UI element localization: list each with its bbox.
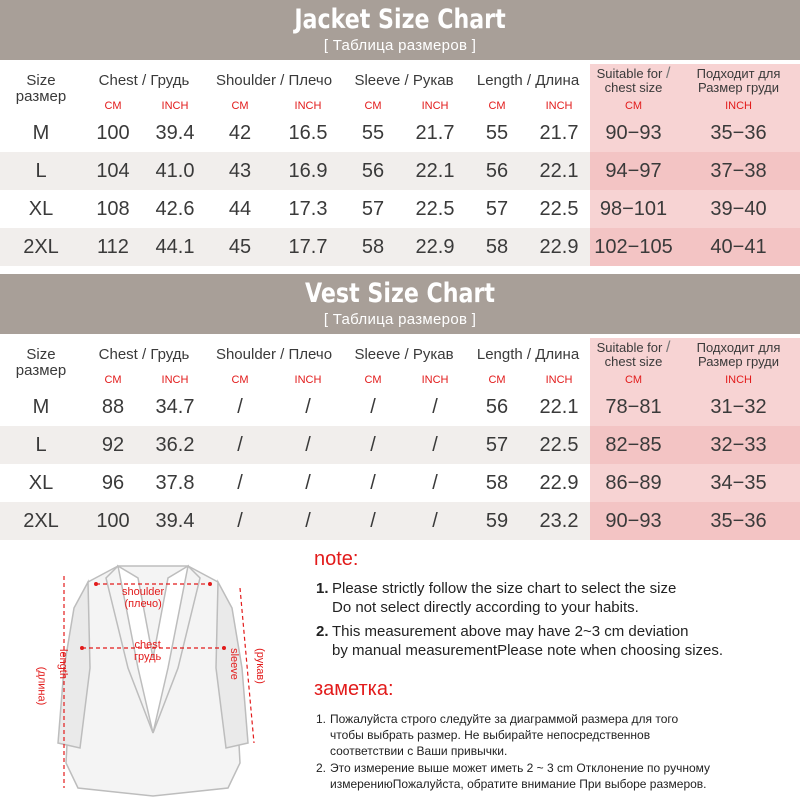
cell-size: 2XL [0, 228, 82, 266]
cell-chest-in: 39.4 [155, 121, 195, 144]
cell-shoulder-cm: / [206, 502, 274, 540]
unit-cm: CM [104, 100, 122, 112]
unit-inch: INCH [677, 372, 800, 388]
cell-length-in: 22.9 [528, 228, 590, 266]
cell-shoulder-in: 17.3 [288, 197, 328, 220]
cell-size: 2XL [0, 502, 82, 540]
cell-sleeve-in: 22.1 [404, 152, 466, 190]
cell-chest-cm: 96 [101, 471, 125, 494]
cell-shoulder-cm: 45 [206, 228, 274, 266]
cell-sleeve-in: 22.9 [404, 228, 466, 266]
cell-size: M [32, 121, 50, 144]
cell-shoulder-cm: 44 [228, 197, 252, 220]
cell-sleeve-in: 22.5 [415, 197, 455, 220]
chest-header: Chest / Грудь [98, 72, 190, 89]
cell-shoulder-in: 17.7 [274, 228, 342, 266]
unit-cm: CM [590, 98, 677, 114]
cell-fit-in: 35−36 [677, 114, 800, 152]
suitable-header: Suitable for / chest size [590, 64, 677, 98]
cell-fit-cm: 102−105 [590, 228, 677, 266]
cell-shoulder-in: / [305, 471, 311, 494]
note-title: note: [314, 548, 359, 570]
cell-size: XL [28, 197, 54, 220]
cell-fit-in: 40−41 [677, 228, 800, 266]
cell-fit-cm: 98−101 [590, 190, 677, 228]
cell-sleeve-cm: / [370, 471, 376, 494]
cell-chest-cm: 88 [101, 395, 125, 418]
cell-chest-in: 37.8 [155, 471, 195, 494]
shoulder-header: Shoulder / Плечо [215, 346, 333, 363]
size-header: Size размер [15, 72, 67, 105]
cell-fit-cm: 78−81 [590, 388, 677, 426]
cell-length-cm: 59 [466, 502, 528, 540]
cell-sleeve-cm: / [370, 395, 376, 418]
cell-length-cm: 56 [485, 395, 509, 418]
cell-chest-in: 42.6 [155, 197, 195, 220]
shoulder-label: shoulder (плечо) [122, 586, 165, 610]
table-row [0, 190, 800, 228]
suitable-header: Suitable for / chest size [590, 338, 677, 372]
vest-size-table [0, 338, 800, 540]
cell-length-in: 22.9 [539, 471, 579, 494]
cell-chest-cm: 100 [82, 502, 144, 540]
cell-shoulder-in: / [274, 502, 342, 540]
length-label: (длина) [35, 666, 48, 706]
unit-cm: CM [364, 374, 382, 386]
cell-chest-in: 39.4 [144, 502, 206, 540]
table-row [0, 114, 800, 152]
cell-length-in: 22.5 [528, 426, 590, 464]
unit-inch: INCH [421, 100, 449, 112]
shoulder-header: Shoulder / Плечо [215, 72, 333, 89]
unit-cm: CM [231, 374, 249, 386]
cell-length-cm: 56 [466, 152, 528, 190]
cell-chest-cm: 100 [96, 121, 130, 144]
jacket-size-table [0, 64, 800, 266]
cell-shoulder-in: / [274, 426, 342, 464]
cell-shoulder-in: / [305, 395, 311, 418]
cell-length-cm: 57 [485, 197, 509, 220]
size-header: Size размер [15, 346, 67, 379]
cell-fit-in: 35−36 [677, 502, 800, 540]
cell-fit-in: 34−35 [677, 464, 800, 502]
length-label-en: length [56, 649, 69, 679]
cell-length-in: 22.5 [539, 197, 579, 220]
note-item: 1. Please strictly follow the size chart to select the size Do not select directly according to your habits. [316, 580, 677, 616]
cell-chest-in: 34.7 [155, 395, 195, 418]
sleeve-label: sleeve [227, 648, 240, 680]
cell-length-cm: 57 [466, 426, 528, 464]
table-row [0, 502, 800, 540]
sleeve-label-ru: (рукав) [253, 648, 266, 684]
note-item: 2. This measurement above may have 2~3 cm deviation by manual measurementPlease note when choosing sizes. [316, 623, 724, 659]
cell-shoulder-in: 16.5 [288, 121, 328, 144]
cell-shoulder-cm: 43 [206, 152, 274, 190]
vest-banner [0, 274, 800, 334]
cell-sleeve-in: / [432, 395, 438, 418]
unit-inch: INCH [421, 374, 449, 386]
cell-chest-cm: 92 [82, 426, 144, 464]
cell-fit-cm: 86−89 [590, 464, 677, 502]
cell-size: M [32, 395, 50, 418]
unit-cm: CM [590, 372, 677, 388]
cell-sleeve-cm: 55 [361, 121, 385, 144]
cell-chest-cm: 112 [82, 228, 144, 266]
cell-fit-in: 37−38 [677, 152, 800, 190]
cell-sleeve-in: 21.7 [415, 121, 455, 144]
cell-size: L [0, 426, 82, 464]
unit-inch: INCH [677, 98, 800, 114]
cell-fit-cm: 90−93 [590, 114, 677, 152]
jacket-subtitle: [ Таблица размеров ] [323, 37, 477, 54]
chest-label: chest грудь [134, 639, 162, 663]
length-header: Length / Длина [476, 346, 580, 363]
cell-shoulder-cm: 42 [228, 121, 252, 144]
cell-length-in: 23.2 [528, 502, 590, 540]
jacket-title: Jacket Size Chart [294, 4, 506, 35]
cell-sleeve-in: / [404, 426, 466, 464]
cell-sleeve-in: / [404, 502, 466, 540]
cell-shoulder-in: 16.9 [274, 152, 342, 190]
cell-sleeve-cm: 56 [342, 152, 404, 190]
cell-fit-cm: 90−93 [590, 502, 677, 540]
cell-sleeve-cm: 58 [342, 228, 404, 266]
sleeve-header: Sleeve / Рукав [354, 346, 454, 363]
cell-length-in: 22.1 [539, 395, 579, 418]
cell-shoulder-cm: / [237, 395, 243, 418]
cell-sleeve-cm: / [342, 502, 404, 540]
jacket-banner [0, 0, 800, 60]
unit-cm: CM [488, 374, 506, 386]
cell-chest-cm: 104 [82, 152, 144, 190]
cell-chest-in: 44.1 [144, 228, 206, 266]
table-row [0, 464, 800, 502]
cell-length-cm: 58 [466, 228, 528, 266]
cell-sleeve-in: / [432, 471, 438, 494]
cell-size: XL [28, 471, 54, 494]
sleeve-header: Sleeve / Рукав [354, 72, 454, 89]
unit-inch: INCH [161, 100, 189, 112]
cell-length-in: 22.1 [528, 152, 590, 190]
unit-inch: INCH [294, 100, 322, 112]
cell-length-cm: 55 [485, 121, 509, 144]
cell-chest-cm: 108 [96, 197, 130, 220]
cell-length-in: 21.7 [539, 121, 579, 144]
unit-inch: INCH [545, 374, 573, 386]
cell-shoulder-cm: / [237, 471, 243, 494]
chest-header: Chest / Грудь [98, 346, 190, 363]
length-header: Length / Длина [476, 72, 580, 89]
cell-sleeve-cm: 57 [361, 197, 385, 220]
cell-chest-in: 36.2 [144, 426, 206, 464]
ru-fit-header: Подходит для Размер груди [677, 64, 800, 98]
cell-fit-in: 39−40 [677, 190, 800, 228]
jacket-diagram [18, 548, 288, 798]
cell-fit-in: 32−33 [677, 426, 800, 464]
cell-fit-cm: 82−85 [590, 426, 677, 464]
unit-cm: CM [364, 100, 382, 112]
cell-sleeve-cm: / [342, 426, 404, 464]
ru-note-item: 1. Пожалуйста строго следуйте за диаграммой размера для того чтобы выбрать размер. Не выбирайте непосредственнов соответствии с Ваши привычки. [316, 712, 679, 758]
cell-size: L [0, 152, 82, 190]
cell-chest-in: 41.0 [144, 152, 206, 190]
vest-title: Vest Size Chart [304, 278, 496, 309]
table-row [0, 426, 800, 464]
unit-cm: CM [231, 100, 249, 112]
table-row [0, 228, 800, 266]
table-row [0, 152, 800, 190]
unit-inch: INCH [545, 100, 573, 112]
unit-inch: INCH [161, 374, 189, 386]
ru-note-title: заметка: [314, 678, 394, 700]
cell-fit-cm: 94−97 [590, 152, 677, 190]
vest-subtitle: [ Таблица размеров ] [323, 311, 477, 328]
unit-cm: CM [488, 100, 506, 112]
unit-inch: INCH [294, 374, 322, 386]
cell-shoulder-cm: / [206, 426, 274, 464]
ru-fit-header: Подходит для Размер груди [677, 338, 800, 372]
table-row [0, 388, 800, 426]
cell-length-cm: 58 [485, 471, 509, 494]
cell-fit-in: 31−32 [677, 388, 800, 426]
ru-note-item: 2. Это измерение выше может иметь 2 ~ 3 cm Отклонение по ручному измерениюПожалуйста, обратите внимание При выборе размеров. [316, 761, 711, 791]
unit-cm: CM [104, 374, 122, 386]
